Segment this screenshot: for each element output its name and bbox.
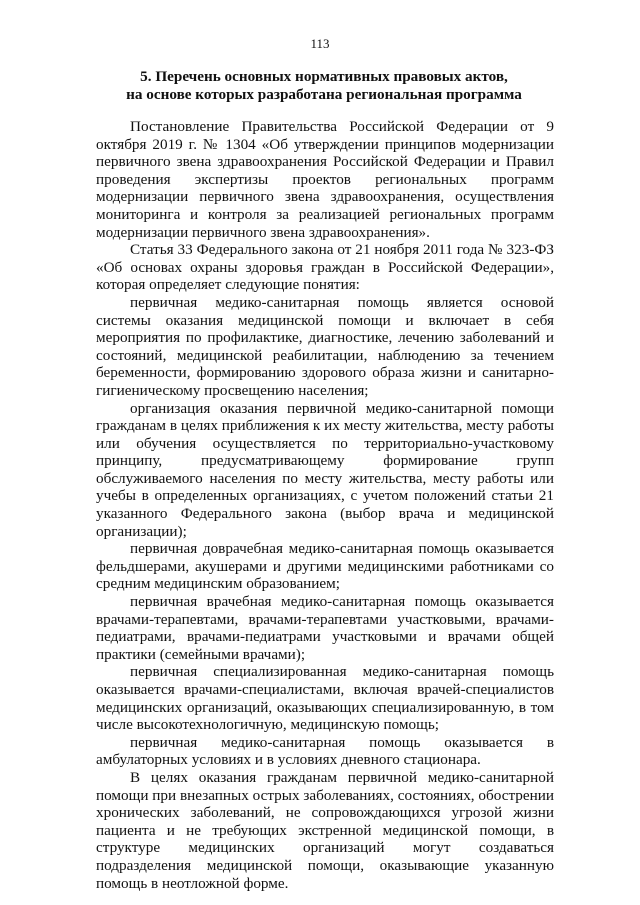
body-text — [96, 118, 554, 892]
paragraph-doctor-care: первичная врачебная медико-санитарная помощь оказывается врачами-терапевтами, врачами-терапевтами участковыми, врачами-педиатрами, врачами-педиатрами участковыми и врачами общей практики (семейными врачами); — [96, 593, 554, 663]
section-heading-line-2: на основе которых разработана региональная программа — [126, 86, 522, 103]
section-heading — [96, 68, 552, 104]
paragraph-article-33: Статья 33 Федерального закона от 21 ноября 2011 года № 323-ФЗ «Об основах охраны здоровья граждан в Российской Федерации», которая определяет следующие понятия: — [96, 241, 554, 294]
paragraph-organization-of-care: организация оказания первичной медико-санитарной помощи гражданам в целях приближения к их месту жительства, месту работы или обучения осуществляется по территориально-участковому принципу, предусматривающему формирование групп обслуживаемого населения по месту жительства, месту работы или учебы в определенных организациях, с учетом положений статьи 21 указанного Федерального закона (выбор врача и медицинской организации); — [96, 399, 554, 540]
section-heading-line-1: 5. Перечень основных нормативных правовых актов, — [140, 68, 508, 85]
paragraph-outpatient-conditions: первичная медико-санитарная помощь оказывается в амбулаторных условиях и в условиях дневного стационара. — [96, 733, 554, 769]
paragraph-urgent-care-units: В целях оказания гражданам первичной медико-санитарной помощи при внезапных острых заболеваниях, состояниях, обострении хронических заболеваний, не сопровождающихся угрозой жизни пациента и не требующих экстренной медицинской помощи, в структуре медицинских организаций могут создаваться подразделения медицинской помощи, оказывающие указанную помощь в неотложной форме. — [96, 768, 554, 892]
paragraph-specialized-care: первичная специализированная медико-санитарная помощь оказывается врачами-специалистами, включая врачей-специалистов медицинских организаций, оказывающих специализированную, в том числе высокотехнологичную, медицинскую помощь; — [96, 663, 554, 734]
paragraph-resolution-1304: Постановление Правительства Российской Федерации от 9 октября 2019 г. № 1304 «Об утверждении принципов модернизации первичного звена здравоохранения Российской Федерации и Правил проведения экспертизы проектов региональных программ модернизации первичного звена здравоохранения, осуществления мониторинга и контроля за реализацией региональных программ модернизации первичного звена здравоохранения». — [96, 118, 554, 241]
paragraph-definition-primary-care: первичная медико-санитарная помощь является основой системы оказания медицинской помощи и включает в себя мероприятия по профилактике, диагностике, лечению заболеваний и состояний, медицинской реабилитации, наблюдению за течением беременности, формированию здорового образа жизни и санитарно-гигиеническому просвещению населения; — [96, 293, 554, 399]
page-number: 113 — [310, 36, 330, 51]
paragraph-pre-doctor-care: первичная доврачебная медико-санитарная помощь оказывается фельдшерами, акушерами и другими медицинскими работниками со средним медицинским образованием; — [96, 540, 554, 593]
